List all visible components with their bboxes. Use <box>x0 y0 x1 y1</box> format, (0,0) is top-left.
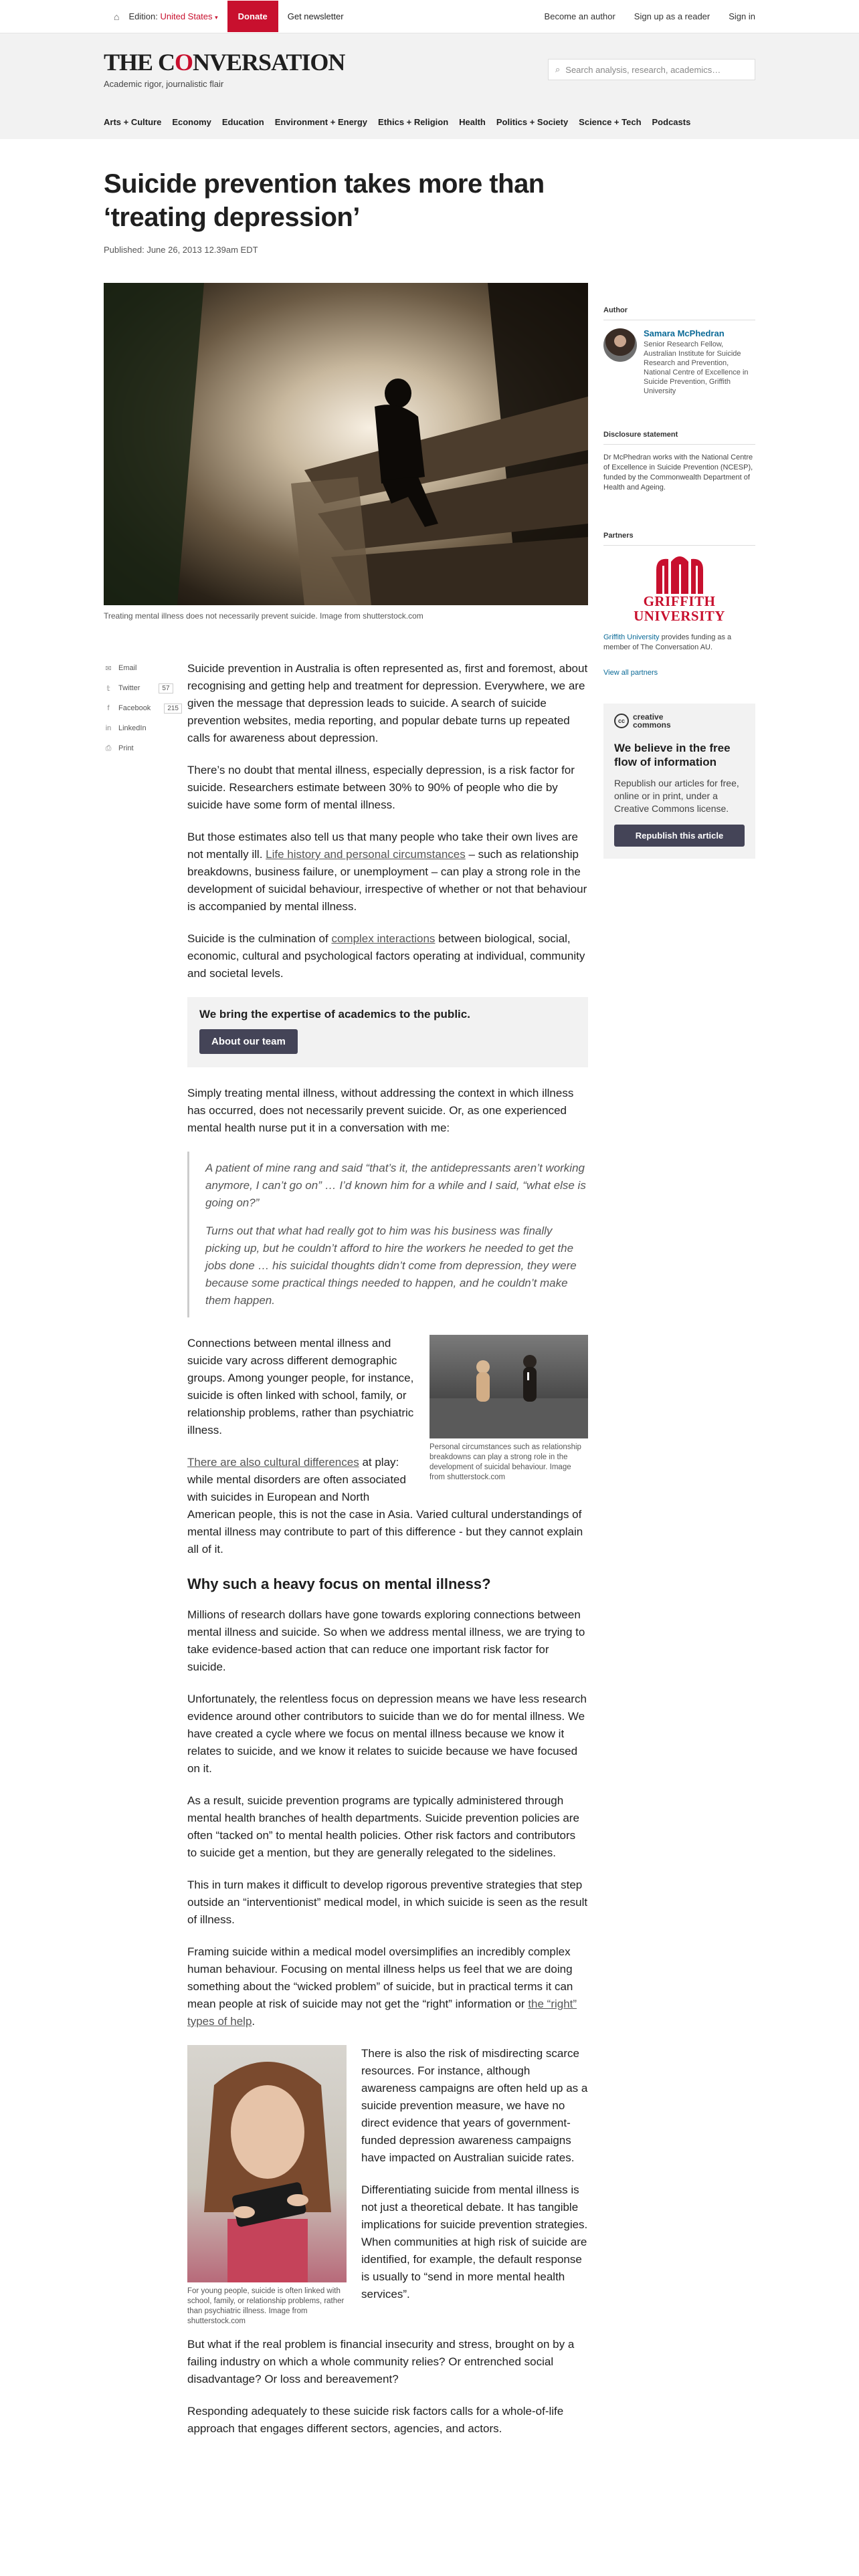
edition-label: Edition: <box>128 11 158 21</box>
paragraph: Simply treating mental illness, without addressing the context in which illness has occurred, does not necessarily prevent suicide. Or, as one experienced mental health nurse put it in a conversation with me: <box>187 1087 574 1134</box>
cc-logo-line2: commons <box>633 720 671 730</box>
print-icon: ⎙ <box>105 744 112 752</box>
main-nav <box>104 89 755 139</box>
logo-text-o: O <box>175 49 193 76</box>
disclosure-text: Dr McPhedran works with the National Centre of Excellence in Suicide Prevention (NCESP), funded by the Commonwealth Department of Health and Ageing. <box>603 453 753 492</box>
paragraph-text: Suicide is the culmination of <box>187 932 332 945</box>
paragraph: This in turn makes it difficult to develop rigorous preventive strategies that step outside an “interventionist” medical model, in which suicide is seen as the result of illness. <box>187 1879 588 1926</box>
facebook-icon: f <box>107 704 110 712</box>
twitter-count: 57 <box>159 683 173 693</box>
share-twitter-label: Twitter <box>118 684 140 692</box>
partners-heading: Partners <box>603 532 755 546</box>
article-main <box>104 283 588 2452</box>
paragraph: Responding adequately to these suicide risk factors calls for a whole-of-life approach that engages different sectors, agencies, and actors. <box>187 2405 564 2435</box>
quote-paragraph: A patient of mine rang and said “that’s it, the antidepressants aren’t working anymore, I can’t go on” … I’d known him for a while and I said, “what else is going on?” <box>205 1162 586 1209</box>
republish-button[interactable]: Republish this article <box>614 825 745 847</box>
cc-title: We believe in the free flow of information <box>614 742 731 768</box>
hero-image <box>104 283 588 605</box>
search-box[interactable] <box>548 59 755 80</box>
site-tagline: Academic rigor, journalistic flair <box>104 79 224 89</box>
pegs-image <box>430 1335 588 1438</box>
share-print[interactable] <box>104 743 187 754</box>
creative-commons-logo <box>614 713 745 729</box>
paragraph: But what if the real problem is financial insecurity and stress, brought on by a failing industry on which a whole community relies? Or entrenched social disadvantage? Or loss and bereavement? <box>187 2338 575 2385</box>
signup-link[interactable]: Sign up as a reader <box>634 11 710 21</box>
paragraph <box>187 930 588 982</box>
top-utility-bar <box>0 0 859 33</box>
team-promo-box <box>187 997 588 1067</box>
sidebar <box>603 306 755 859</box>
cultural-differences-link[interactable]: There are also cultural differences <box>187 1456 359 1469</box>
article-content <box>187 660 588 2452</box>
paragraph-text: at play: while mental disorders are often associated with suicides in European and North American people, this is not the case in Asia. Varied cultural understandings of mental illness may contribute to part of this difference - but they cannot explain all of it. <box>187 1456 583 1555</box>
paragraph-text: – such as relationship breakdowns, business failure, or unemployment – can play a strong role in the development of suicidal behaviour, irrespective of whether or not that behaviour is accompanied by mental illness. <box>187 848 587 913</box>
site-header <box>0 33 859 139</box>
share-bar <box>104 660 187 2452</box>
hero-caption: Treating mental illness does not necessarily prevent suicide. Image from shutterstock.com <box>104 611 423 621</box>
girl-phone-image <box>187 2045 347 2282</box>
nav-item-environment[interactable]: Environment + Energy <box>274 117 368 127</box>
nav-item-science[interactable]: Science + Tech <box>579 117 642 127</box>
topbar-right <box>545 11 755 21</box>
article-title: Suicide prevention takes more than ‘treating depression’ <box>104 169 545 232</box>
author-name[interactable]: Samara McPhedran <box>644 328 725 338</box>
hero-illustration <box>104 283 588 605</box>
published-date: Published: June 26, 2013 12.39am EDT <box>104 245 258 255</box>
complex-interactions-link[interactable]: complex interactions <box>331 932 436 945</box>
author-role: Senior Research Fellow, Australian Institute for Suicide Research and Prevention, National Centre of Excellence in Suicide Prevention, Griffith University <box>644 340 749 395</box>
pegs-illustration <box>430 1335 588 1438</box>
share-facebook-label: Facebook <box>118 704 151 712</box>
cc-icon: cc <box>614 714 629 728</box>
chevron-down-icon: ▾ <box>215 14 218 21</box>
paragraph-text: Framing suicide within a medical model oversimplifies an incredibly complex human behaviour. Focusing on mental illness helps us feel that we are doing something about the “wicked problem” of suicide, but in practical terms it can mean people at risk of suicide may not get the “right” information or <box>187 1945 573 2010</box>
donate-button[interactable]: Donate <box>227 1 278 32</box>
share-email[interactable] <box>104 663 187 673</box>
nav-item-politics[interactable]: Politics + Society <box>496 117 569 127</box>
share-print-label: Print <box>118 744 134 752</box>
paragraph <box>187 1943 588 2030</box>
share-facebook[interactable] <box>104 703 187 714</box>
nav-item-health[interactable]: Health <box>459 117 486 127</box>
edition-value[interactable]: United States <box>160 11 213 21</box>
share-linkedin-label: LinkedIn <box>118 724 147 732</box>
article-wrapper <box>104 167 755 2452</box>
view-all-partners-link[interactable]: View all partners <box>603 669 658 677</box>
griffith-line2: UNIVERSITY <box>634 608 725 624</box>
griffith-logo[interactable] <box>603 555 755 623</box>
paragraph: Connections between mental illness and suicide vary across different demographic groups. Among younger people, for instance, suicide is often linked with school, family, or relationship problems, rather than psychiatric illness. <box>187 1337 414 1436</box>
partner-note <box>603 633 755 653</box>
share-twitter[interactable] <box>104 683 187 693</box>
nav-item-arts[interactable]: Arts + Culture <box>104 117 162 127</box>
creative-commons-box <box>603 704 755 859</box>
life-history-link[interactable]: Life history and personal circumstances <box>266 848 466 861</box>
griffith-line1: GRIFFITH <box>643 593 716 609</box>
paragraph-text: between biological, social, economic, cultural and psychological factors operating at individual, community and societal levels. <box>187 932 585 980</box>
linkedin-icon: in <box>105 724 112 732</box>
author-heading: Author <box>603 306 755 320</box>
paragraph-text: But those estimates also tell us that many people who take their own lives are not mentally ill. <box>187 831 578 861</box>
paragraph <box>187 829 588 916</box>
cc-logo-line1: creative <box>633 712 664 722</box>
paragraph: There’s no doubt that mental illness, especially depression, is a risk factor for suicide. Researchers estimate between 30% to 90% of people who die by suicide have some form of mental illness. <box>187 764 575 811</box>
logo-text-pre: THE C <box>104 49 175 76</box>
become-author-link[interactable]: Become an author <box>544 11 615 21</box>
figure-caption: For young people, suicide is often linked with school, family, or relationship problems, rather than psychiatric illness. Image from shutterstock.com <box>187 2287 345 2325</box>
paragraph: Differentiating suicide from mental illness is not just a theoretical debate. It has tangible implications for suicide prevention strategies. When communities at high risk of suicide are identified, for example, the default response is usually to “send in more mental health services”. <box>361 2183 588 2300</box>
section-heading: Why such a heavy focus on mental illness? <box>187 1576 491 1592</box>
home-icon[interactable]: ⌂ <box>114 11 120 22</box>
partner-note-text: provides funding as a member of The Conversation AU. <box>603 633 732 651</box>
quote-paragraph: Turns out that what had really got to him was his business was finally picking up, but he couldn’t afford to hire the workers he needed to get the jobs done … his suicidal thoughts didn’t come from depression, they were because some practical things needed to happen, and he couldn’t make them happen. <box>205 1224 577 1307</box>
promo-text: We bring the expertise of academics to the public. <box>199 1008 470 1021</box>
twitter-icon: 𝕥 <box>106 684 110 693</box>
paragraph: Millions of research dollars have gone towards exploring connections between mental illness and suicide. So when we address mental illness, we are trying to take evidence-based action that can reduce one important risk factor for suicide. <box>187 1608 585 1673</box>
share-linkedin[interactable] <box>104 723 187 734</box>
nav-item-ethics[interactable]: Ethics + Religion <box>378 117 449 127</box>
signin-link[interactable]: Sign in <box>729 11 755 21</box>
email-icon: ✉ <box>105 664 112 673</box>
right-types-help-link[interactable]: the “right” types of help <box>187 1998 577 2028</box>
paragraph: As a result, suicide prevention programs are typically administered through mental health branches of health departments. Suicide prevention policies are often “tacked on” to mental health policies. Other risk factors and contributors to suicide get a mention, but they are generally relegated to the sidelines. <box>187 1794 579 1859</box>
girl-illustration <box>187 2045 347 2282</box>
facebook-count: 215 <box>164 704 182 714</box>
figure-pegs <box>430 1335 588 1483</box>
quote-block <box>187 1152 588 1317</box>
share-email-label: Email <box>118 664 137 672</box>
avatar[interactable] <box>603 328 637 362</box>
nav-item-economy[interactable]: Economy <box>172 117 211 127</box>
logo-text-post: NVERSATION <box>193 49 345 76</box>
newsletter-link[interactable]: Get newsletter <box>287 11 344 21</box>
article-body-row <box>104 660 588 2452</box>
nav-item-education[interactable]: Education <box>221 117 264 127</box>
figure-caption: Personal circumstances such as relationship breakdowns can play a strong role in the development of suicidal behaviour. Image from shutterstock.com <box>430 1443 581 1481</box>
paragraph: Unfortunately, the relentless focus on depression means we have less research evidence around other contributors to suicide than we do for mental illness. We have created a cycle where we focus on mental illness because we know it relates to suicide, and we know it relates to suicide because we have focused on it. <box>187 1693 587 1775</box>
griffith-link[interactable]: Griffith University <box>603 633 660 641</box>
nav-item-podcasts[interactable]: Podcasts <box>652 117 691 127</box>
griffith-crest-icon <box>650 555 710 594</box>
about-team-button[interactable]: About our team <box>199 1029 298 1054</box>
topbar-left <box>114 1 344 32</box>
cc-text: Republish our articles for free, online or in print, under a Creative Commons license. <box>614 778 739 814</box>
griffith-name <box>634 594 725 623</box>
figure-girl <box>187 2045 347 2327</box>
paragraph: There is also the risk of misdirecting scarce resources. For instance, although awareness campaigns are often held up as a suicide prevention measure, we have no direct evidence that years of government-funded depression awareness campaigns have impacted on Australian suicide rates. <box>361 2047 588 2164</box>
author-card <box>603 328 755 396</box>
edition-selector[interactable] <box>128 11 217 21</box>
disclosure-heading: Disclosure statement <box>603 431 755 445</box>
paragraph-text: . <box>252 2015 256 2028</box>
search-icon: ⌕ <box>555 64 561 74</box>
search-input[interactable]: Search analysis, research, academics… <box>565 64 721 75</box>
paragraph: Suicide prevention in Australia is often represented as, first and foremost, about recognising and getting help and treatment for depression. Everywhere, we are given the message that depression leads to suicide. A search of suicide prevention websites, media reporting, and popular debate turns up repeated calls for awareness about depression. <box>187 662 588 744</box>
